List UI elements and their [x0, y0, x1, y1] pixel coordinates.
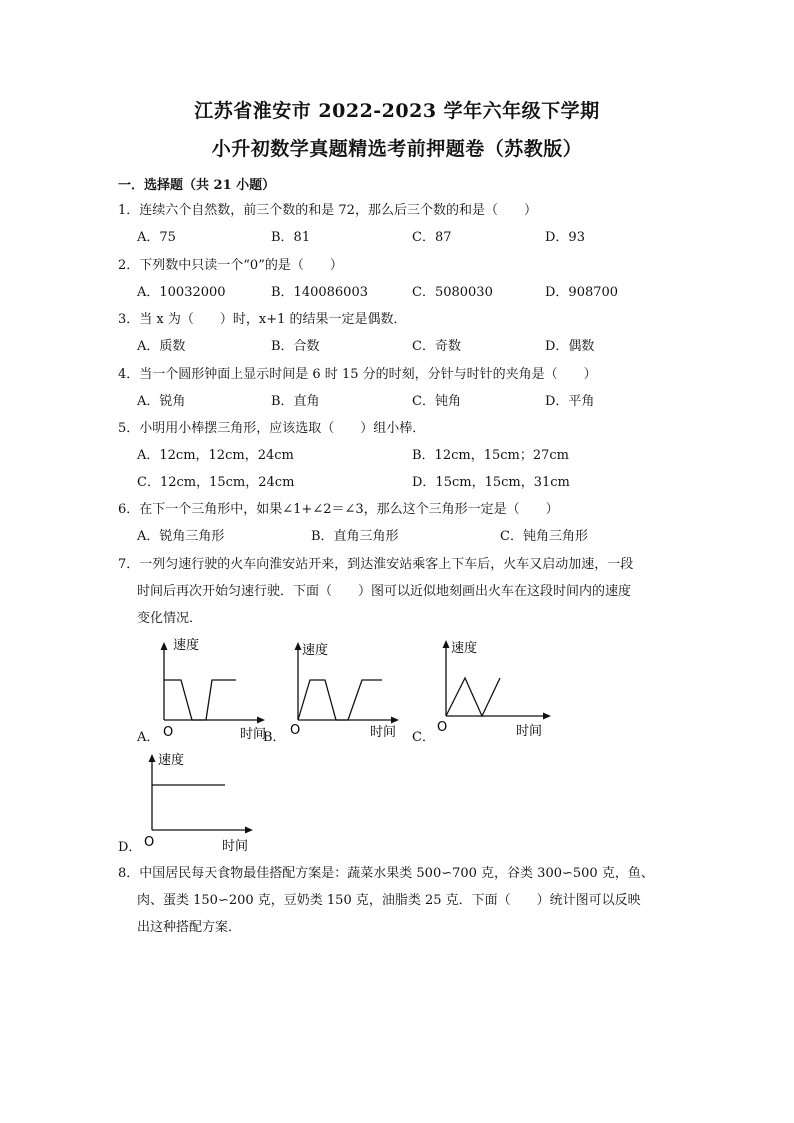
question-6-option-a: A．锐角三角形: [137, 529, 225, 544]
origin-label: O: [290, 723, 301, 738]
question-3-option-a: A．质数: [137, 339, 186, 354]
question-5-option-b: B．12cm，15cm；27cm: [412, 448, 570, 463]
x-axis-label: 时间: [240, 727, 267, 742]
y-axis-arrow-icon: [149, 754, 156, 762]
x-axis-arrow-icon: [543, 713, 551, 720]
question-4-option-c: C．钝角: [412, 394, 461, 409]
exam-title-line2: 小升初数学真题精选考前押题卷（苏教版）: [211, 138, 583, 160]
question-5-option-d: D．15cm，15cm，31cm: [412, 475, 570, 490]
question-3-stem: 3．当 x 为（ ）时，x+1 的结果一定是偶数．: [118, 312, 407, 327]
speed-graph-d: [138, 746, 266, 856]
question-7-stem-line1: 7．一列匀速行驶的火车向淮安站开来，到达淮安站乘客上下车后，火车又启动加速，一段: [118, 557, 634, 572]
speed-graph-a: [148, 634, 276, 744]
x-axis-label: 时间: [370, 725, 397, 740]
question-3-option-d: D．偶数: [545, 339, 595, 354]
question-7-option-b-letter: B．: [263, 730, 286, 745]
speed-curve: [164, 680, 236, 720]
y-axis-label: 速度: [158, 753, 185, 768]
origin-label: O: [144, 835, 155, 850]
origin-label: O: [437, 720, 448, 735]
y-axis-label: 速度: [302, 643, 329, 658]
question-1-option-d: D．93: [545, 230, 585, 245]
question-2-option-c: C．5080030: [412, 285, 493, 300]
y-axis-label: 速度: [451, 641, 478, 656]
y-axis-arrow-icon: [443, 640, 450, 648]
question-1-option-a: A．75: [137, 230, 176, 245]
section-heading: 一．选择题（共 21 小题）: [118, 178, 276, 193]
x-axis-label: 时间: [222, 839, 249, 854]
origin-label: O: [163, 725, 174, 740]
question-1-option-b: B．81: [271, 230, 311, 245]
question-3-option-c: C．奇数: [412, 339, 461, 354]
question-8-stem-line2: 肉、蛋类 150∽200 克，豆奶类 150 克，油脂类 25 克．下面（ ）统计图可以反映: [137, 893, 641, 908]
x-axis-arrow-icon: [257, 717, 265, 724]
question-6-option-b: B．直角三角形: [311, 529, 399, 544]
question-4-option-a: A．锐角: [137, 394, 186, 409]
question-5-option-c: C．12cm，15cm，24cm: [137, 475, 295, 490]
question-2-option-b: B．140086003: [271, 285, 368, 300]
question-6-stem: 6．在下一个三角形中，如果∠1+∠2＝∠3，那么这个三角形一定是（ ）: [118, 502, 559, 517]
question-7-option-c-letter: C．: [412, 730, 435, 745]
question-8-stem-line1: 8．中国居民每天食物最佳搭配方案是：蔬菜水果类 500∽700 克，谷类 300∽500 克，鱼、: [118, 866, 654, 881]
question-5-option-a: A．12cm，12cm，24cm: [137, 448, 294, 463]
question-8-stem-line3: 出这种搭配方案．: [137, 920, 242, 935]
question-1-option-c: C．87: [412, 230, 452, 245]
y-axis-label: 速度: [173, 638, 200, 653]
speed-graph-c: [434, 632, 562, 742]
x-axis-arrow-icon: [391, 717, 399, 724]
y-axis-arrow-icon: [295, 642, 302, 650]
question-2-option-a: A．10032000: [137, 285, 226, 300]
x-axis-label: 时间: [516, 724, 543, 739]
question-4-option-d: D．平角: [545, 394, 595, 409]
question-4-option-b: B．直角: [271, 394, 320, 409]
question-5-stem: 5．小明用小棒摆三角形，应该选取（ ）组小棒．: [118, 421, 426, 436]
question-3-option-b: B．合数: [271, 339, 320, 354]
question-2-option-d: D．908700: [545, 285, 619, 300]
question-7-stem-line3: 变化情况．: [137, 611, 203, 626]
question-4-stem: 4．当一个圆形钟面上显示时间是 6 时 15 分的时刻，分针与时针的夹角是（ ）: [118, 367, 597, 382]
question-6-option-c: C．钝角三角形: [500, 529, 588, 544]
question-2-stem: 2．下列数中只读一个“0”的是（ ）: [118, 258, 343, 273]
y-axis-arrow-icon: [161, 642, 168, 650]
speed-graph-b: [282, 634, 410, 744]
question-7-option-a-letter: A．: [137, 730, 160, 745]
question-7-option-d-letter: D．: [118, 840, 142, 855]
x-axis-arrow-icon: [245, 827, 253, 834]
question-7-stem-line2: 时间后再次开始匀速行驶．下面（ ）图可以近似地刻画出火车在这段时间内的速度: [137, 584, 632, 599]
speed-curve: [446, 678, 500, 716]
exam-title-line1: 江苏省淮安市 2022-2023 学年六年级下学期: [194, 100, 600, 122]
question-1-stem: 1．连续六个自然数，前三个数的和是 72，那么后三个数的和是（ ）: [118, 203, 537, 218]
speed-curve: [298, 680, 382, 720]
